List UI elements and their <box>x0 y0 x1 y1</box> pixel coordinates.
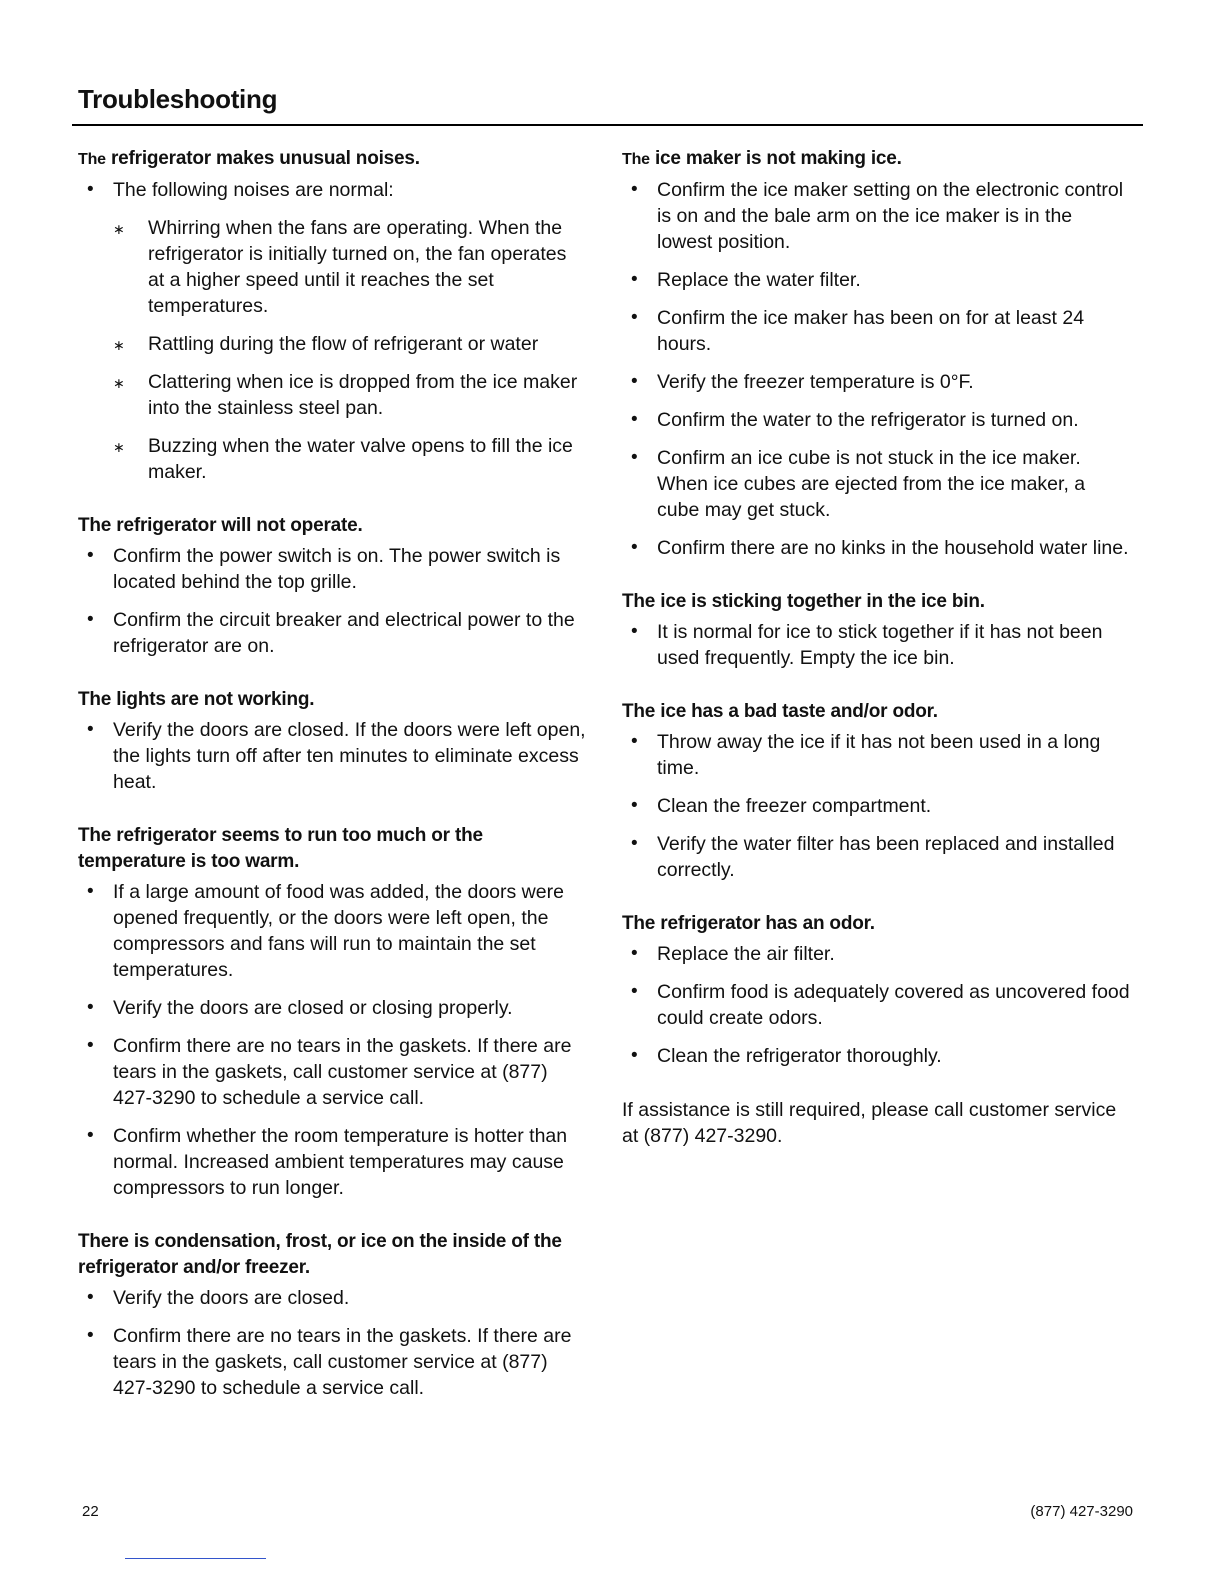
bullet-icon: • <box>631 537 638 558</box>
section-heading: The refrigerator makes unusual noises. <box>78 148 420 169</box>
list-item: • If a large amount of food was added, the doors were opened frequently, or the doors were left open, the compressors and fans will run to maintain the set temperatures. <box>87 881 564 981</box>
section-heading: The refrigerator seems to run too much or the temperature is too warm. <box>78 825 483 872</box>
bullet-icon: • <box>87 881 94 902</box>
title-divider <box>72 124 1143 126</box>
bullet-icon: • <box>87 545 94 566</box>
section-heading: The refrigerator has an odor. <box>622 913 875 934</box>
asterisk-icon: ∗ <box>113 221 125 237</box>
list-item: • The following noises are normal: ∗ Whirring when the fans are operating. When the refrigerator is initially turned on, the fan operates at a higher speed until it reaches the set temperatures. ∗ Rattling during the flow of refrigerant or water ∗ Clattering when ice is dropped from the ice maker into the stainless steel pan. ∗ Buzzing when the water valve opens to fill the ice maker. <box>78 177 588 485</box>
footer-phone: (877) 427-3290 <box>1030 1503 1133 1520</box>
bullet-icon: • <box>631 447 638 468</box>
list-item: • Verify the doors are closed. If the doors were left open, the lights turn off after ten minutes to eliminate excess heat. <box>87 719 586 793</box>
list-item: • Replace the air filter. <box>631 943 835 965</box>
asterisk-icon: ∗ <box>113 439 125 455</box>
sub-list-item: ∗ Rattling during the flow of refrigerant or water <box>113 331 588 357</box>
list-item: • Confirm the ice maker setting on the electronic control is on and the bale arm on the ice maker is in the lowest position. <box>631 179 1124 253</box>
left-column <box>78 146 588 1429</box>
sub-list-item: ∗ Whirring when the fans are operating. When the refrigerator is initially turned on, the fan operates at a higher speed until it reaches the set temperatures. <box>113 217 567 317</box>
list-item: • Confirm the circuit breaker and electrical power to the refrigerator are on. <box>87 609 575 657</box>
bullet-icon: • <box>631 307 638 328</box>
bullet-icon: • <box>631 981 638 1002</box>
bullet-list <box>78 1285 588 1401</box>
sub-list-item: ∗ Clattering when ice is dropped from the ice maker into the stainless steel pan. <box>113 371 578 419</box>
bullet-icon: • <box>631 179 638 200</box>
section-will-not-operate <box>78 513 588 659</box>
bullet-icon: • <box>631 795 638 816</box>
bullet-icon: • <box>631 1045 638 1066</box>
bullet-list <box>622 941 1132 1069</box>
section-heading: The ice has a bad taste and/or odor. <box>622 701 938 722</box>
section-ice-bad-taste <box>622 699 1132 883</box>
section-heading: The ice maker is not making ice. <box>622 148 902 169</box>
section-heading: The refrigerator will not operate. <box>78 515 363 536</box>
closing-note: If assistance is still required, please call customer service at (877) 427-3290. <box>622 1099 1117 1147</box>
link-underline <box>125 1558 266 1559</box>
sub-list <box>113 215 588 485</box>
list-item: • Throw away the ice if it has not been used in a long time. <box>631 731 1101 779</box>
bullet-icon: • <box>631 269 638 290</box>
list-item: • Verify the water filter has been replaced and installed correctly. <box>631 833 1115 881</box>
section-ice-sticking <box>622 589 1132 671</box>
bullet-icon: • <box>87 1125 94 1146</box>
bullet-icon: • <box>87 179 94 200</box>
list-item: • Confirm whether the room temperature is hotter than normal. Increased ambient temperatures may cause compressors to run longer. <box>87 1125 568 1199</box>
list-item: • Confirm the water to the refrigerator is turned on. <box>631 409 1079 431</box>
bullet-icon: • <box>631 621 638 642</box>
bullet-icon: • <box>631 943 638 964</box>
bullet-icon: • <box>631 731 638 752</box>
section-refrigerator-odor <box>622 911 1132 1069</box>
list-item: • Confirm there are no kinks in the household water line. <box>631 537 1129 559</box>
list-item: • Confirm the power switch is on. The power switch is located behind the top grille. <box>87 545 561 593</box>
section-ice-maker <box>622 146 1132 561</box>
bullet-list <box>78 879 588 1201</box>
list-item: • Confirm there are no tears in the gaskets. If there are tears in the gaskets, call customer service at (877) 427-3290 to schedule a service call. <box>87 1035 572 1109</box>
bullet-icon: • <box>87 1325 94 1346</box>
list-item: • Confirm food is adequately covered as uncovered food could create odors. <box>631 981 1130 1029</box>
bullet-list <box>78 543 588 659</box>
bullet-icon: • <box>87 609 94 630</box>
list-item: • Clean the refrigerator thoroughly. <box>631 1045 942 1067</box>
page-title: Troubleshooting <box>78 84 278 114</box>
list-item: • Clean the freezer compartment. <box>631 795 932 817</box>
bullet-list <box>78 717 588 795</box>
bullet-list <box>622 619 1132 671</box>
bullet-icon: • <box>631 409 638 430</box>
section-unusual-noises <box>78 146 588 485</box>
sub-list-item: ∗ Buzzing when the water valve opens to fill the ice maker. <box>113 435 573 483</box>
list-item: • Confirm the ice maker has been on for at least 24 hours. <box>631 307 1085 355</box>
list-item: • Verify the freezer temperature is 0°F. <box>631 371 974 393</box>
page-number: 22 <box>82 1503 99 1520</box>
section-condensation <box>78 1229 588 1401</box>
list-item: • It is normal for ice to stick together if it has not been used frequently. Empty the ice bin. <box>631 621 1103 669</box>
bullet-icon: • <box>87 719 94 740</box>
list-item: • Verify the doors are closed or closing properly. <box>87 997 513 1019</box>
bullet-list <box>622 729 1132 883</box>
section-lights <box>78 687 588 795</box>
section-heading: The ice is sticking together in the ice bin. <box>622 591 985 612</box>
list-item: • Replace the water filter. <box>631 269 861 291</box>
list-item: • Confirm there are no tears in the gaskets. If there are tears in the gaskets, call customer service at (877) 427-3290 to schedule a service call. <box>87 1325 572 1399</box>
bullet-icon: • <box>87 997 94 1018</box>
section-run-too-much <box>78 823 588 1201</box>
bullet-list <box>78 177 588 485</box>
bullet-icon: • <box>87 1287 94 1308</box>
bullet-list <box>622 177 1132 561</box>
section-heading: There is condensation, frost, or ice on the inside of the refrigerator and/or freezer. <box>78 1231 562 1278</box>
bullet-icon: • <box>87 1035 94 1056</box>
bullet-icon: • <box>631 833 638 854</box>
asterisk-icon: ∗ <box>113 337 125 353</box>
section-heading: The lights are not working. <box>78 689 315 710</box>
right-column <box>622 146 1132 1149</box>
list-item: • Confirm an ice cube is not stuck in the ice maker. When ice cubes are ejected from the ice maker, a cube may get stuck. <box>631 447 1086 521</box>
list-item: • Verify the doors are closed. <box>87 1287 350 1309</box>
asterisk-icon: ∗ <box>113 375 125 391</box>
bullet-icon: • <box>631 371 638 392</box>
